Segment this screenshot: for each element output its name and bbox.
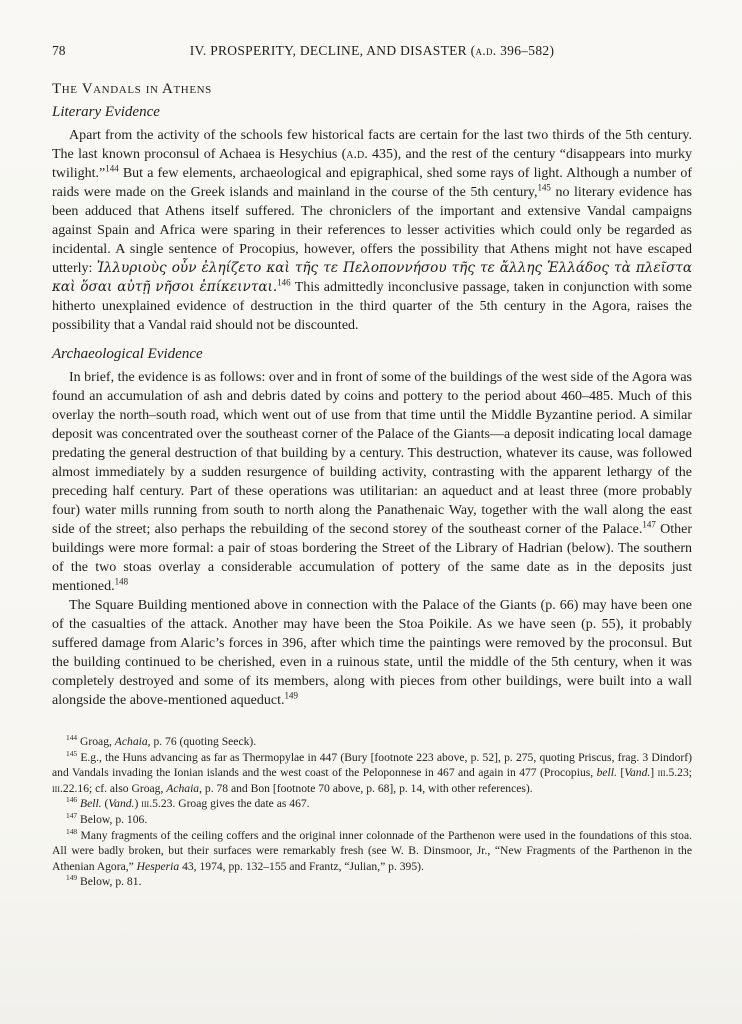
footnote [52,734,692,750]
text-run: .22.16; cf. also Groag, [60,781,167,795]
footnote-ref: 149 [284,690,298,701]
text-run: 435), and the rest of the century “disappears into murky twilight.” [52,147,693,181]
text-run: Achaia [114,735,148,748]
body-content [52,102,692,710]
subheading: Literary Evidence [52,104,160,120]
footnote-ref: 147 [642,519,656,530]
text-run: ( [101,797,109,811]
text-run: IV. PROSPERITY, DECLINE, AND DISASTER ( [189,43,476,58]
subheading: Archaeological Evidence [52,346,203,362]
text-run: Apart from the activity of the schools few historical facts are certain for the last two thirds of the 5th century. The last known proconsul of Achaea is Hesychius ( [52,128,692,162]
footnote-ref: 144 [105,163,119,174]
footnote [52,828,692,875]
text-run: .5.23. Groag gives the date as 467. [149,797,310,811]
footnote [52,874,692,890]
text-run: But a few elements, archaeological and epigraphical, shed some rays of light. Although a number of raids were made on the Greek islands and mainland in the course of the 5th century, [52,166,692,200]
text-run: Other buildings were more formal: a pair of stoas bordering the Street of the Library of Hadrian (below). The southern of the two stoas overlay a considerable accumulation of pottery of the same date as in the deposits just mentioned. [52,522,692,594]
text-run: The Square Building mentioned above in connection with the Palace of the Giants (p. 66) may have been one of the casualties of the attack. Another may have been the Stoa Poikile. As we have seen (p. 55), it probably suffered damage from Alaric’s forces in 396, after which time the paintings were removed by the proconsul. But the building continued to be cherished, even in a ruinous state, until the middle of the 5th century, when it was completely destroyed and some of its members, along with pieces from other buildings, were built into a wall alongside the above-mentioned aqueduct. [52,598,692,708]
footnote [52,750,692,797]
footnote-ref: 148 [114,576,129,587]
footnote-number: 148 [66,826,78,836]
paragraph [52,126,692,335]
text-run: a.d. [475,43,497,58]
running-head [52,42,692,60]
footnote-number: 146 [66,795,78,805]
footnote [52,812,692,828]
text-run: iii [52,781,60,795]
text-run: no literary evidence has been adduced that Athens itself suffered. The chroniclers of the important and extensive Vandal campaigns against Spain and Africa were sparing in their references to lesser activities which could only be regarded as incidental. A single sentence of Procopius, however, offers the possibility that Athens might not have escaped utterly: [52,185,692,276]
text-run: [ [616,766,625,780]
text-run: .5.23; [665,766,692,780]
footnote-ref: 145 [537,182,551,193]
text-run: Vand. [108,797,135,811]
footnote-number: 149 [66,873,78,883]
text-run: E.g., the Huns advancing as far as Thermopylae in 447 (Bury [footnote 223 above, p. 52], p. 275, quoting Priscus, frag. 3 Dindorf) and Vandals invading the Ionian islands and the west coast of the Peloponnese in 467 and again in 477 (Procopius, [52,750,692,780]
text-run: ) [134,797,142,811]
footnote-number: 145 [66,748,78,758]
page-number: 78 [52,43,66,58]
text-run: bell. [596,766,617,780]
greek-quotation: Ἰλλυριοὺς οὖν ἐληίζετο καὶ τῆς τε Πελοποννήσου τῆς τε ἄλλης Ἑλλάδος τὰ πλεῖστα καὶ ὅσαι αὐτῇ νῆσοι ἐπίκεινται. [52,260,692,295]
paragraph [52,368,692,596]
footnote-ref: 146 [277,277,291,288]
footnote-number: 147 [66,811,78,821]
text-run: , p. 76 (quoting Seeck). [147,735,257,748]
text-run: iii [141,797,150,811]
text-run: Below, p. 106. [80,812,148,826]
paragraph [52,596,692,710]
text-run: Hesperia [136,859,180,873]
text-run: In brief, the evidence is as follows: over and in front of some of the buildings of the west side of the Agora was found an accumulation of ash and debris dated by coins and pottery to the period about 460–485. Much of this overlay the north–south road, which went out of use from that time until the Middle Byzantine period. A similar deposit was concentrated over the southeast corner of the Palace of the Giants—a deposit indicating local damage predating the general destruction of that building by a century. This destruction, whatever its cause, was followed almost immediately by a sudden resurgence of building activity, contrasting with the apparent lethargy of the preceding half century. Part of these operations was utilitarian: an aqueduct and at least three (more probably four) water mills running from south to north along the Panathenaic Way, together with the wall along the east side of the street; also perhaps the rebuilding of the second storey of the southeast corner of the Palace. [52,370,692,537]
footnotes [52,734,692,890]
text-run: iii [657,766,666,780]
text-run: ] [650,766,658,780]
text-run: Many fragments of the ceiling coffers and the original inner colonnade of the Parthenon were used in the foundations of this stoa. All were badly broken, but their surfaces were remarkably fresh (see W. B. Dinsmoor, Jr., “New Fragments of the Parthenon in the Athenian Agora,” [52,828,692,873]
section-heading: The Vandals in Athens [52,81,212,97]
text-run: Below, p. 81. [80,875,142,889]
text-run: This admittedly inconclusive passage, taken in conjunction with some hitherto unexplained evidence of destruction in the third quarter of the 5th century in the Agora, raises the possibility that a Vandal raid should not be discounted. [52,280,692,333]
text-run: Groag, [80,735,115,748]
page-header [52,42,692,60]
text-run: , p. 78 and Bon [footnote 70 above, p. 68], p. 14, with other references). [199,781,533,795]
text-run: Achaia [166,781,200,795]
text-run: Bell. [80,797,102,811]
footnote-number: 144 [66,733,78,743]
text-run: 43, 1974, pp. 132–155 and Frantz, “Julian,” p. 395). [179,859,424,873]
text-run: 396–582) [496,43,555,58]
text-run: a.d. [346,147,368,162]
text-run: Vand. [624,766,651,780]
footnote [52,796,692,812]
